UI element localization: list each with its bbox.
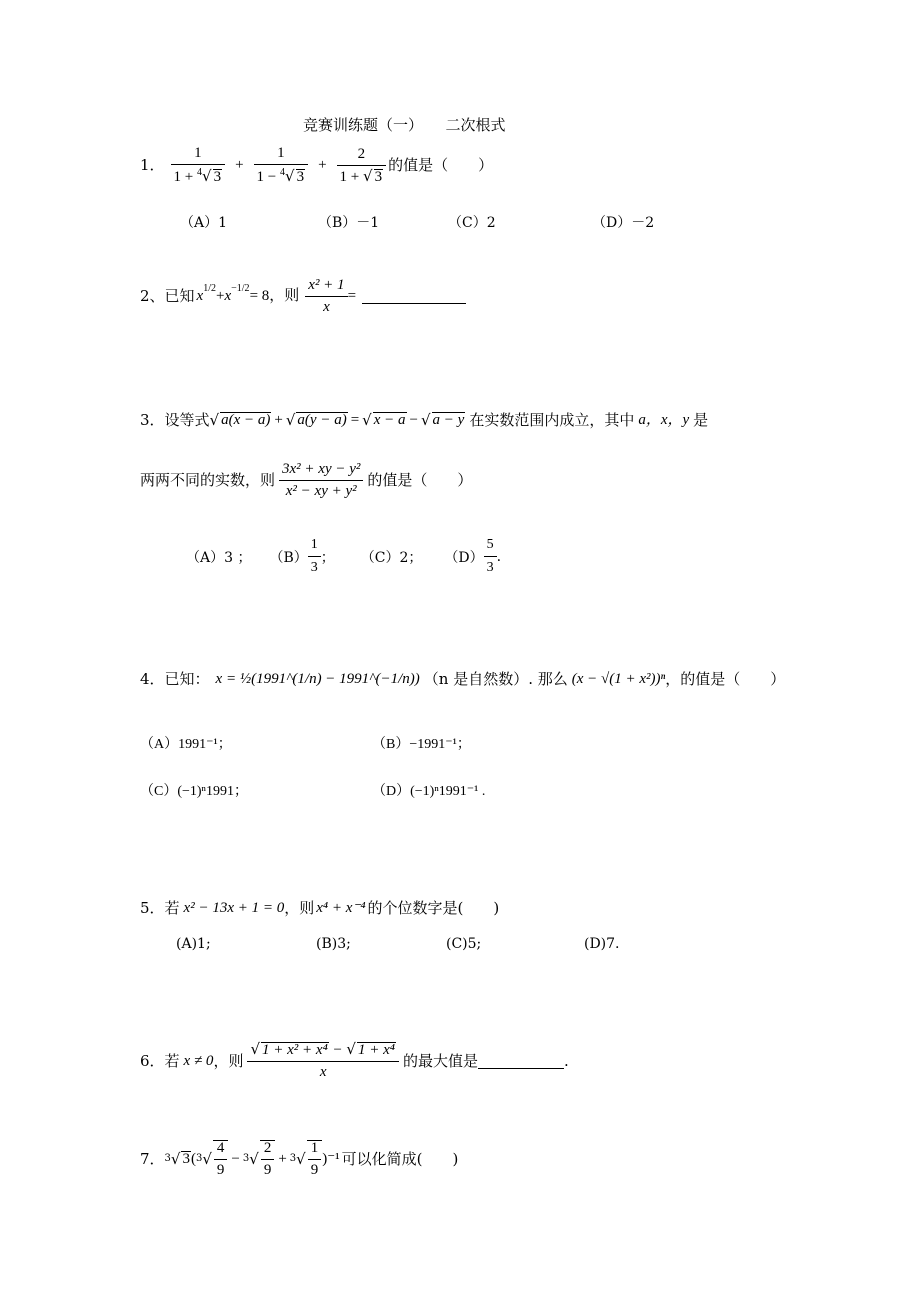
q3-option-d-fraction — [484, 537, 497, 576]
q3-sqrt-2: a(y − a) — [297, 412, 347, 428]
question-3-line-2 — [140, 462, 472, 499]
q4-option-d[interactable]: （D）(−1)ⁿ1991⁻¹ . — [372, 784, 486, 799]
q1-fraction-3: $\frac{2}{1 + √ 3}$ — [337, 147, 387, 185]
q4-option-b[interactable]: （B）−1991⁻¹； — [372, 737, 471, 752]
q3-option-b-tail: ； — [320, 549, 335, 566]
q3-text-3: 两两不同的实数，则 — [140, 471, 276, 489]
q3-sqrt-4: a − y — [432, 412, 465, 428]
q3-op-2: = — [350, 411, 360, 428]
q2-answer-blank[interactable] — [362, 289, 466, 304]
q3-option-c[interactable]: （C）2； — [360, 549, 423, 566]
q1-f1-index: 4 — [197, 167, 203, 178]
q5-option-c[interactable]: (C)5; — [446, 936, 482, 952]
q4-option-a[interactable]: （A）1991⁻¹； — [140, 737, 232, 752]
q7-t1-num: 4 — [214, 1141, 228, 1160]
q2-denominator: x — [323, 299, 330, 315]
q1-fraction-1: $\frac{1}{1 + ^4√ 3}$ — [171, 146, 226, 185]
q7-t2-den: 9 — [263, 1162, 272, 1178]
q6-mid: ，则 — [213, 1051, 244, 1070]
q5-expression: x⁴ + x⁻⁴ — [316, 900, 366, 916]
q5-option-d[interactable]: (D)7. — [584, 936, 620, 952]
q6-fraction: $\frac{\text{√ 1 + x² + x⁴ − √ 1 + x⁴}}{x}$ — [247, 1042, 399, 1080]
q1-fraction-2: $\frac{1}{1 - ^4√ 3}$ — [254, 146, 309, 185]
q3-option-b-num: 1 — [308, 537, 321, 557]
q1-option-d[interactable]: （D）－2 — [592, 215, 655, 231]
q3-option-a[interactable]: （A）3 ； — [186, 549, 252, 566]
question-2 — [140, 278, 466, 315]
q5-mid: ，则 — [284, 899, 315, 917]
q6-answer-blank[interactable] — [478, 1054, 564, 1069]
q3-op-1: + — [274, 411, 283, 428]
q1-f2-radicand: 3 — [296, 169, 305, 185]
question-7: 7． 3 √ 3 ( 3 √ $\frac{4}{9}$ − 3 √ $\frac{2}{9}$ + 3 √ $\frac{1}{9}$ )⁻¹ 可以化简成( ) — [140, 1140, 459, 1178]
q3-denominator: x² − xy + y² — [285, 483, 357, 499]
q1-number: 1． — [140, 156, 165, 174]
q7-t1-index: 3 — [195, 1153, 203, 1164]
q1-plus-1: + — [235, 157, 244, 173]
q7-t1-den: 9 — [216, 1162, 225, 1178]
q3-op-3: − — [409, 411, 418, 428]
q7-open-paren: ( — [190, 1150, 196, 1167]
q3-text-4: 的值是（ ） — [367, 471, 473, 489]
q3-option-b-label: （B） — [269, 549, 308, 566]
q7-t2-num: 2 — [261, 1141, 275, 1160]
q3-option-d-label: （D） — [444, 549, 484, 566]
q7-close-paren: )⁻¹ — [322, 1150, 340, 1167]
q2-numerator: x² + 1 — [305, 278, 347, 297]
q4-expression: x = ½(1991^(1/n) − 1991^(−1/n)) — [215, 671, 420, 687]
q3-option-d[interactable] — [444, 537, 501, 576]
q3-option-b[interactable] — [269, 537, 334, 576]
q7-t3-num: 1 — [308, 1141, 322, 1160]
q6-sqrt-2: 1 + x⁴ — [357, 1042, 395, 1058]
q4-prefix: 4．已知： — [140, 670, 210, 688]
q7-op-1: − — [231, 1150, 240, 1167]
q3-option-d-num: 5 — [484, 537, 497, 557]
q5-equation: x² − 13x + 1 = 0 — [183, 900, 285, 916]
q7-term-1 — [213, 1140, 229, 1178]
q7-index: 3 — [164, 1153, 171, 1164]
q3-text-2: 是 — [693, 410, 709, 429]
q2-exponent-2: −1/2 — [231, 282, 250, 294]
q6-sqrt-1: 1 + x² + x⁴ — [262, 1042, 328, 1058]
page-title: 竞赛训练题（一） 二次根式 — [303, 116, 506, 134]
q1-f2-index: 4 — [280, 167, 286, 178]
q7-term-3 — [307, 1140, 323, 1178]
q2-prefix: 2、已知 — [140, 287, 195, 305]
q1-option-c[interactable]: （C）2 — [448, 215, 496, 231]
q3-vars: a，x，y — [638, 411, 690, 428]
q1-f3-numerator: 2 — [337, 147, 387, 166]
q7-t2-index: 3 — [242, 1153, 250, 1164]
q6-denominator: x — [319, 1064, 327, 1080]
q3-sqrt-1: a(x − a) — [221, 412, 271, 428]
q7-op-2: + — [278, 1150, 287, 1167]
q7-term-2 — [260, 1140, 276, 1178]
q7-t3-index: 3 — [289, 1153, 297, 1164]
question-6 — [140, 1042, 569, 1080]
q1-f1-den-a: 1 + — [173, 169, 198, 185]
q4-option-c[interactable]: （C）(−1)ⁿ1991； — [140, 784, 248, 799]
q1-f2-den-a: 1 − — [256, 169, 281, 185]
q3-option-d-tail: . — [496, 548, 502, 565]
q2-x-2: x — [224, 288, 232, 304]
q5-tail: 的个位数字是( ) — [367, 899, 500, 917]
q3-option-b-fraction — [308, 537, 321, 576]
q1-f1-numerator: 1 — [171, 146, 226, 165]
q3-sqrt-3: x − a — [373, 412, 406, 428]
q5-option-b[interactable]: (B)3; — [316, 936, 351, 952]
q1-plus-2: + — [318, 157, 327, 173]
q2-equals: = 8，则 — [249, 288, 300, 304]
q4-tail: ，的值是（ ） — [665, 670, 786, 688]
q6-op: − — [332, 1042, 343, 1058]
q4-expression-2: (x − √(1 + x²))ⁿ — [571, 671, 666, 687]
q4-note: （n 是自然数）. 那么 — [423, 670, 568, 688]
q6-condition: x ≠ 0 — [183, 1052, 214, 1069]
q7-prefix: 7． — [140, 1149, 165, 1168]
q2-fraction — [305, 278, 347, 315]
q3-fraction — [279, 462, 363, 499]
q3-options — [186, 537, 501, 576]
q1-f3-den-a: 1 + — [339, 168, 364, 185]
q1-f2-numerator: 1 — [254, 146, 309, 165]
q2-x: x — [196, 288, 204, 304]
q7-t3-den: 9 — [310, 1162, 319, 1178]
q2-plus: + — [216, 288, 225, 304]
q7-radicand: 3 — [182, 1151, 190, 1167]
q3-option-d-den: 3 — [486, 560, 494, 575]
question-5 — [140, 901, 499, 916]
q6-tail: 的最大值是 — [402, 1051, 478, 1070]
q5-prefix: 5．若 — [140, 899, 180, 917]
q1-option-b[interactable]: （B）－1 — [318, 215, 380, 231]
q3-numerator: 3x² + xy − y² — [279, 462, 363, 481]
q1-f3-radicand: 3 — [374, 168, 383, 185]
q7-tail: 可以化简成( ) — [341, 1149, 459, 1168]
q1-tail: 的值是（ ） — [388, 156, 494, 174]
q3-text-1: 在实数范围内成立，其中 — [469, 410, 635, 429]
q2-exponent-1: 1/2 — [203, 282, 216, 294]
q5-option-a[interactable]: (A)1; — [176, 936, 211, 952]
question-4 — [140, 672, 785, 687]
q1-option-a[interactable]: （A）1 — [180, 215, 228, 231]
question-3-line-1: 3．设等式 √ a(x − a) + √ a(y − a) = √ x − a − √ a − y 在实数范围内成立，其中 a，x，y 是 — [140, 410, 709, 429]
q6-prefix: 6．若 — [140, 1051, 180, 1070]
q6-end: . — [564, 1051, 569, 1070]
q3-prefix: 3．设等式 — [140, 410, 210, 429]
question-1 — [140, 146, 493, 185]
q2-equals-sign: = — [347, 288, 357, 304]
q3-option-b-den: 3 — [310, 560, 318, 575]
q1-f1-radicand: 3 — [213, 169, 222, 185]
